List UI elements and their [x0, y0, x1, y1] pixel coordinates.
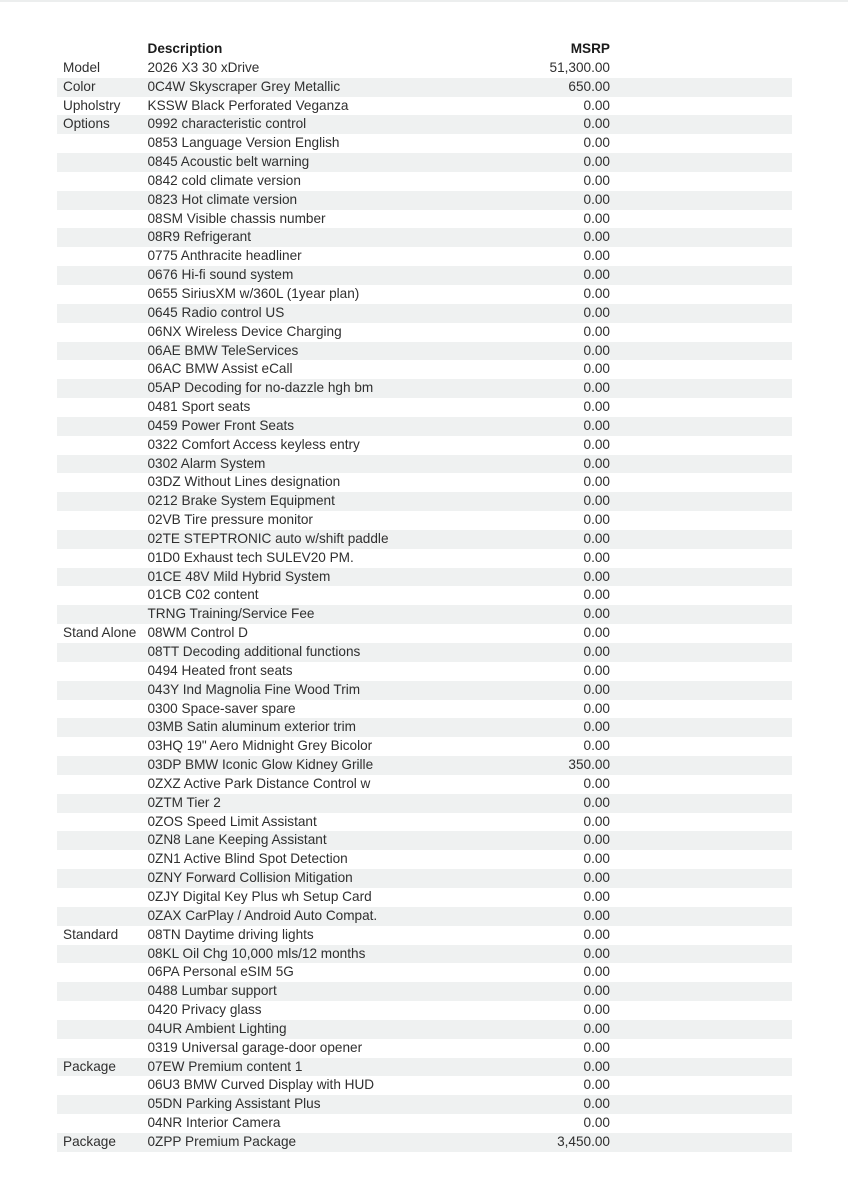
msrp-cell: 0.00: [583, 248, 610, 264]
description-cell: 0ZOS Speed Limit Assistant: [147, 813, 317, 829]
description-cell: 04NR Interior Camera: [147, 1115, 281, 1131]
table-row: [57, 1020, 792, 1039]
msrp-cell: 0.00: [583, 926, 610, 942]
category-cell: [57, 756, 148, 775]
description-cell: 04UR Ambient Lighting: [147, 1020, 287, 1036]
spacer-cell: [610, 78, 792, 97]
table-row: [57, 342, 792, 361]
category-cell: [57, 568, 148, 587]
description-cell: 0992 characteristic control: [147, 116, 307, 132]
category-cell: Package: [63, 1133, 116, 1149]
table-row: [57, 869, 792, 888]
category-cell: [57, 379, 148, 398]
description-cell: 06NX Wireless Device Charging: [147, 323, 342, 339]
description-cell: 0319 Universal garage-door opener: [147, 1039, 363, 1055]
spacer-cell: [610, 869, 792, 888]
spacer-cell: [610, 455, 792, 474]
spacer-cell: [610, 266, 792, 285]
spacer-cell: [610, 1114, 792, 1133]
category-cell: Color: [63, 78, 96, 94]
msrp-cell: 0.00: [583, 662, 610, 678]
description-cell: 0420 Privacy glass: [147, 1002, 262, 1018]
category-cell: [57, 134, 148, 153]
description-column-header: Description: [147, 41, 223, 56]
msrp-cell: 0.00: [583, 644, 610, 659]
msrp-cell: 0.00: [583, 964, 610, 980]
table-row: [57, 605, 792, 624]
table-row: [57, 323, 792, 342]
category-cell: [57, 586, 148, 605]
category-cell: [57, 511, 148, 530]
msrp-cell: 0.00: [583, 380, 610, 396]
spacer-cell: [610, 586, 792, 605]
table-row: [57, 756, 792, 775]
table-row: [57, 247, 792, 266]
category-cell: Stand Alone: [63, 625, 137, 641]
msrp-cell: 0.00: [583, 229, 610, 245]
spacer-cell: [610, 153, 792, 172]
description-cell: 0676 Hi-fi sound system: [147, 267, 294, 283]
description-cell: 08SM Visible chassis number: [147, 210, 326, 226]
category-column-header: [57, 40, 148, 59]
spacer-cell: [610, 360, 792, 379]
msrp-cell: 0.00: [583, 907, 610, 923]
spacer-cell: [610, 662, 792, 681]
msrp-cell: 0.00: [583, 775, 610, 791]
msrp-cell: 0.00: [583, 436, 610, 452]
spacer-cell: [610, 59, 792, 78]
spacer-cell: [610, 398, 792, 417]
category-cell: [57, 153, 148, 172]
category-cell: [57, 605, 148, 624]
description-cell: 0302 Alarm System: [147, 455, 266, 471]
table-row: [57, 436, 792, 455]
msrp-cell: 0.00: [583, 172, 610, 188]
msrp-cell: 0.00: [583, 210, 610, 226]
table-row: [57, 153, 792, 172]
category-cell: [57, 643, 148, 662]
msrp-cell: 0.00: [583, 1002, 610, 1018]
category-cell: Model: [63, 59, 101, 75]
table-row: [57, 1114, 792, 1133]
spacer-cell: [610, 718, 792, 737]
description-cell: 0ZJY Digital Key Plus wh Setup Card: [147, 888, 372, 904]
table-row: [57, 511, 792, 530]
category-cell: [57, 1076, 148, 1095]
spacer-cell: [610, 605, 792, 624]
table-row: [57, 1076, 792, 1095]
category-cell: [57, 963, 148, 982]
category-cell: [57, 473, 148, 492]
msrp-cell: 0.00: [583, 606, 610, 622]
table-row: [57, 662, 792, 681]
msrp-cell: 51,300.00: [549, 59, 610, 75]
table-row: [57, 473, 792, 492]
msrp-cell: 0.00: [583, 794, 610, 810]
description-cell: 02VB Tire pressure monitor: [147, 512, 313, 528]
description-cell: KSSW Black Perforated Veganza: [147, 97, 349, 113]
spacer-cell: [610, 945, 792, 964]
description-cell: 0ZNY Forward Collision Mitigation: [147, 870, 353, 886]
table-row: [57, 624, 792, 643]
spacer-cell: [610, 511, 792, 530]
description-cell: 0ZTM Tier 2: [147, 794, 221, 810]
spacer-cell: [610, 549, 792, 568]
category-cell: [57, 1039, 148, 1058]
msrp-cell: 0.00: [583, 1020, 610, 1036]
description-cell: 03MB Satin aluminum exterior trim: [147, 719, 357, 735]
category-cell: [57, 398, 148, 417]
table-row: [57, 1133, 792, 1152]
category-cell: [57, 888, 148, 907]
description-cell: 05DN Parking Assistant Plus: [147, 1096, 321, 1112]
msrp-cell: 0.00: [583, 625, 610, 641]
spacer-cell: [610, 1039, 792, 1058]
category-cell: [57, 549, 148, 568]
spacer-cell: [610, 568, 792, 587]
spacer-cell: [610, 40, 792, 59]
msrp-cell: 0.00: [583, 1096, 610, 1112]
spacer-cell: [610, 210, 792, 229]
msrp-cell: 3,450.00: [557, 1133, 610, 1149]
msrp-cell: 0.00: [583, 587, 610, 603]
description-cell: 08R9 Refrigerant: [147, 229, 252, 245]
table-header-row: [57, 40, 792, 59]
category-cell: [57, 681, 148, 700]
spacer-cell: [610, 473, 792, 492]
spacer-cell: [610, 963, 792, 982]
msrp-cell: 0.00: [583, 417, 610, 433]
spacer-cell: [610, 775, 792, 794]
msrp-cell: 0.00: [583, 361, 610, 377]
category-cell: [57, 342, 148, 361]
spacer-cell: [610, 285, 792, 304]
description-cell: 0300 Space-saver spare: [147, 700, 296, 716]
description-cell: 06AC BMW Assist eCall: [147, 361, 293, 377]
description-cell: 0845 Acoustic belt warning: [147, 154, 310, 170]
description-cell: 03HQ 19" Aero Midnight Grey Bicolor: [147, 738, 373, 754]
category-cell: [57, 1020, 148, 1039]
table-row: [57, 586, 792, 605]
table-row: [57, 210, 792, 229]
msrp-cell: 0.00: [583, 116, 610, 132]
spacer-cell: [610, 247, 792, 266]
spacer-cell: [610, 342, 792, 361]
description-cell: 08TN Daytime driving lights: [147, 926, 314, 942]
table-row: [57, 455, 792, 474]
category-cell: [57, 794, 148, 813]
category-cell: [57, 360, 148, 379]
table-row: [57, 134, 792, 153]
table-row: [57, 737, 792, 756]
msrp-cell: 0.00: [583, 455, 610, 471]
msrp-cell: 0.00: [583, 474, 610, 490]
description-cell: 06PA Personal eSIM 5G: [147, 964, 294, 980]
table-row: [57, 549, 792, 568]
table-row: [57, 191, 792, 210]
msrp-cell: 0.00: [583, 512, 610, 528]
category-cell: [57, 323, 148, 342]
description-cell: 02TE STEPTRONIC auto w/shift paddle: [147, 530, 389, 546]
category-cell: Options: [63, 116, 110, 132]
category-cell: [57, 285, 148, 304]
description-cell: 03DZ Without Lines designation: [147, 474, 341, 490]
msrp-cell: 0.00: [583, 851, 610, 867]
category-cell: [57, 907, 148, 926]
table-row: [57, 982, 792, 1001]
msrp-cell: 0.00: [583, 983, 610, 999]
description-cell: 0322 Comfort Access keyless entry: [147, 436, 360, 452]
category-cell: [57, 228, 148, 247]
description-cell: 01CB C02 content: [147, 587, 259, 603]
table-row: [57, 172, 792, 191]
table-row: [57, 888, 792, 907]
description-cell: 03DP BMW Iconic Glow Kidney Grille: [147, 757, 374, 773]
spacer-cell: [610, 172, 792, 191]
msrp-cell: 0.00: [583, 323, 610, 339]
table-body: [57, 59, 792, 1152]
msrp-cell: 0.00: [583, 888, 610, 904]
description-cell: 0842 cold climate version: [147, 172, 301, 188]
category-cell: [57, 775, 148, 794]
table-row: [57, 1095, 792, 1114]
spacer-cell: [610, 323, 792, 342]
msrp-cell: 0.00: [583, 1115, 610, 1131]
description-cell: 0488 Lumbar support: [147, 983, 277, 999]
description-cell: 07EW Premium content 1: [147, 1058, 303, 1074]
description-cell: 0481 Sport seats: [147, 399, 251, 415]
table-row: [57, 718, 792, 737]
spacer-cell: [610, 1020, 792, 1039]
msrp-cell: 0.00: [583, 530, 610, 546]
category-cell: [57, 982, 148, 1001]
category-cell: Package: [63, 1058, 116, 1074]
msrp-cell: 0.00: [583, 304, 610, 320]
table-row: [57, 850, 792, 869]
category-cell: [57, 417, 148, 436]
msrp-cell: 0.00: [583, 493, 610, 509]
description-cell: 0853 Language Version English: [147, 135, 340, 151]
description-cell: TRNG Training/Service Fee: [147, 606, 315, 622]
msrp-cell: 0.00: [583, 681, 610, 697]
table-row: [57, 285, 792, 304]
spacer-cell: [610, 681, 792, 700]
spacer-cell: [610, 926, 792, 945]
table-row: [57, 492, 792, 511]
category-cell: [57, 700, 148, 719]
table-row: [57, 643, 792, 662]
spacer-cell: [610, 492, 792, 511]
category-cell: [57, 530, 148, 549]
category-cell: [57, 737, 148, 756]
description-cell: 0459 Power Front Seats: [147, 417, 295, 433]
spacer-cell: [610, 1076, 792, 1095]
spacer-cell: [610, 134, 792, 153]
table-row: [57, 568, 792, 587]
description-cell: 06U3 BMW Curved Display with HUD: [147, 1077, 375, 1093]
msrp-cell: 0.00: [583, 191, 610, 207]
description-cell: 01D0 Exhaust tech SULEV20 PM.: [147, 549, 354, 565]
table-row: [57, 266, 792, 285]
category-cell: [57, 813, 148, 832]
msrp-cell: 0.00: [583, 135, 610, 151]
table-row: [57, 97, 792, 116]
description-cell: 043Y Ind Magnolia Fine Wood Trim: [147, 681, 361, 697]
description-cell: 0ZAX CarPlay / Android Auto Compat.: [147, 907, 378, 923]
category-cell: [57, 191, 148, 210]
spacer-cell: [610, 530, 792, 549]
msrp-cell: 650.00: [568, 78, 610, 94]
spacer-cell: [610, 850, 792, 869]
spacer-cell: [610, 700, 792, 719]
category-cell: [57, 718, 148, 737]
table-row: [57, 115, 792, 134]
table-row: [57, 1039, 792, 1058]
description-cell: 0ZXZ Active Park Distance Control w: [147, 775, 371, 791]
description-cell: 0775 Anthracite headliner: [147, 248, 302, 264]
table-row: [57, 59, 792, 78]
table-row: [57, 775, 792, 794]
category-cell: [57, 1001, 148, 1020]
description-cell: 0212 Brake System Equipment: [147, 493, 335, 509]
spacer-cell: [610, 907, 792, 926]
category-cell: [57, 304, 148, 323]
spacer-cell: [610, 417, 792, 436]
table-row: [57, 228, 792, 247]
msrp-cell: 0.00: [583, 738, 610, 754]
description-cell: 06AE BMW TeleServices: [147, 342, 299, 358]
table-row: [57, 379, 792, 398]
spacer-cell: [610, 228, 792, 247]
category-cell: [57, 436, 148, 455]
spacer-cell: [610, 643, 792, 662]
msrp-cell: 0.00: [583, 154, 610, 170]
spacer-cell: [610, 304, 792, 323]
msrp-cell: 0.00: [583, 719, 610, 735]
description-cell: 01CE 48V Mild Hybrid System: [147, 568, 331, 584]
table-row: [57, 78, 792, 97]
description-cell: 0ZPP Premium Package: [147, 1133, 297, 1149]
description-cell: 0ZN1 Active Blind Spot Detection: [147, 851, 348, 867]
category-cell: [57, 247, 148, 266]
spacer-cell: [610, 982, 792, 1001]
description-cell: 0645 Radio control US: [147, 304, 285, 320]
description-cell: 08TT Decoding additional functions: [147, 644, 361, 659]
description-cell: 2026 X3 30 xDrive: [147, 59, 260, 75]
spacer-cell: [610, 436, 792, 455]
table-row: [57, 681, 792, 700]
table-row: [57, 907, 792, 926]
spacer-cell: [610, 1001, 792, 1020]
category-cell: Standard: [63, 926, 119, 942]
table-row: [57, 794, 792, 813]
msrp-cell: 0.00: [583, 342, 610, 358]
table-row: [57, 1001, 792, 1020]
description-cell: 0ZN8 Lane Keeping Assistant: [147, 832, 327, 848]
msrp-cell: 0.00: [583, 97, 610, 113]
description-cell: 05AP Decoding for no-dazzle hgh bm: [147, 380, 374, 396]
description-cell: 0655 SiriusXM w/360L (1year plan): [147, 285, 360, 301]
description-cell: 0C4W Skyscraper Grey Metallic: [147, 78, 341, 94]
description-cell: 0823 Hot climate version: [147, 191, 298, 207]
spacer-cell: [610, 624, 792, 643]
spacer-cell: [610, 115, 792, 134]
category-cell: [57, 172, 148, 191]
category-cell: [57, 850, 148, 869]
table-row: [57, 813, 792, 832]
category-cell: [57, 1114, 148, 1133]
category-cell: [57, 492, 148, 511]
msrp-cell: 0.00: [583, 1077, 610, 1093]
msrp-cell: 350.00: [568, 757, 610, 773]
category-cell: [57, 1095, 148, 1114]
table-row: [57, 926, 792, 945]
msrp-cell: 0.00: [583, 267, 610, 283]
spacer-cell: [610, 888, 792, 907]
category-cell: Upholstry: [63, 97, 121, 113]
category-cell: [57, 210, 148, 229]
msrp-cell: 0.00: [583, 285, 610, 301]
table-row: [57, 398, 792, 417]
category-cell: [57, 869, 148, 888]
msrp-cell: 0.00: [583, 832, 610, 848]
msrp-cell: 0.00: [583, 700, 610, 716]
spacer-cell: [610, 794, 792, 813]
msrp-cell: 0.00: [583, 1058, 610, 1074]
table-row: [57, 945, 792, 964]
spacer-cell: [610, 1133, 792, 1152]
table-row: [57, 700, 792, 719]
category-cell: [57, 831, 148, 850]
table-row: [57, 831, 792, 850]
category-cell: [57, 662, 148, 681]
msrp-cell: 0.00: [583, 1039, 610, 1055]
spacer-cell: [610, 737, 792, 756]
category-cell: [57, 945, 148, 964]
msrp-column-header: MSRP: [570, 41, 610, 56]
spacer-cell: [610, 379, 792, 398]
msrp-cell: 0.00: [583, 945, 610, 961]
table-row: [57, 1058, 792, 1077]
table-row: [57, 963, 792, 982]
msrp-cell: 0.00: [583, 870, 610, 886]
table-row: [57, 360, 792, 379]
spacer-cell: [610, 97, 792, 116]
table-row: [57, 530, 792, 549]
description-cell: 0494 Heated front seats: [147, 662, 293, 678]
table-row: [57, 304, 792, 323]
spacer-cell: [610, 191, 792, 210]
spacer-cell: [610, 831, 792, 850]
msrp-cell: 0.00: [583, 549, 610, 565]
category-cell: [57, 455, 148, 474]
spacer-cell: [610, 756, 792, 775]
description-cell: 08WM Control D: [147, 625, 248, 641]
msrp-cell: 0.00: [583, 399, 610, 415]
table-row: [57, 417, 792, 436]
msrp-cell: 0.00: [583, 813, 610, 829]
options-price-table: [57, 40, 792, 1152]
description-cell: 08KL Oil Chg 10,000 mls/12 months: [147, 945, 366, 961]
msrp-cell: 0.00: [583, 568, 610, 584]
spacer-cell: [610, 813, 792, 832]
category-cell: [57, 266, 148, 285]
spacer-cell: [610, 1058, 792, 1077]
spacer-cell: [610, 1095, 792, 1114]
